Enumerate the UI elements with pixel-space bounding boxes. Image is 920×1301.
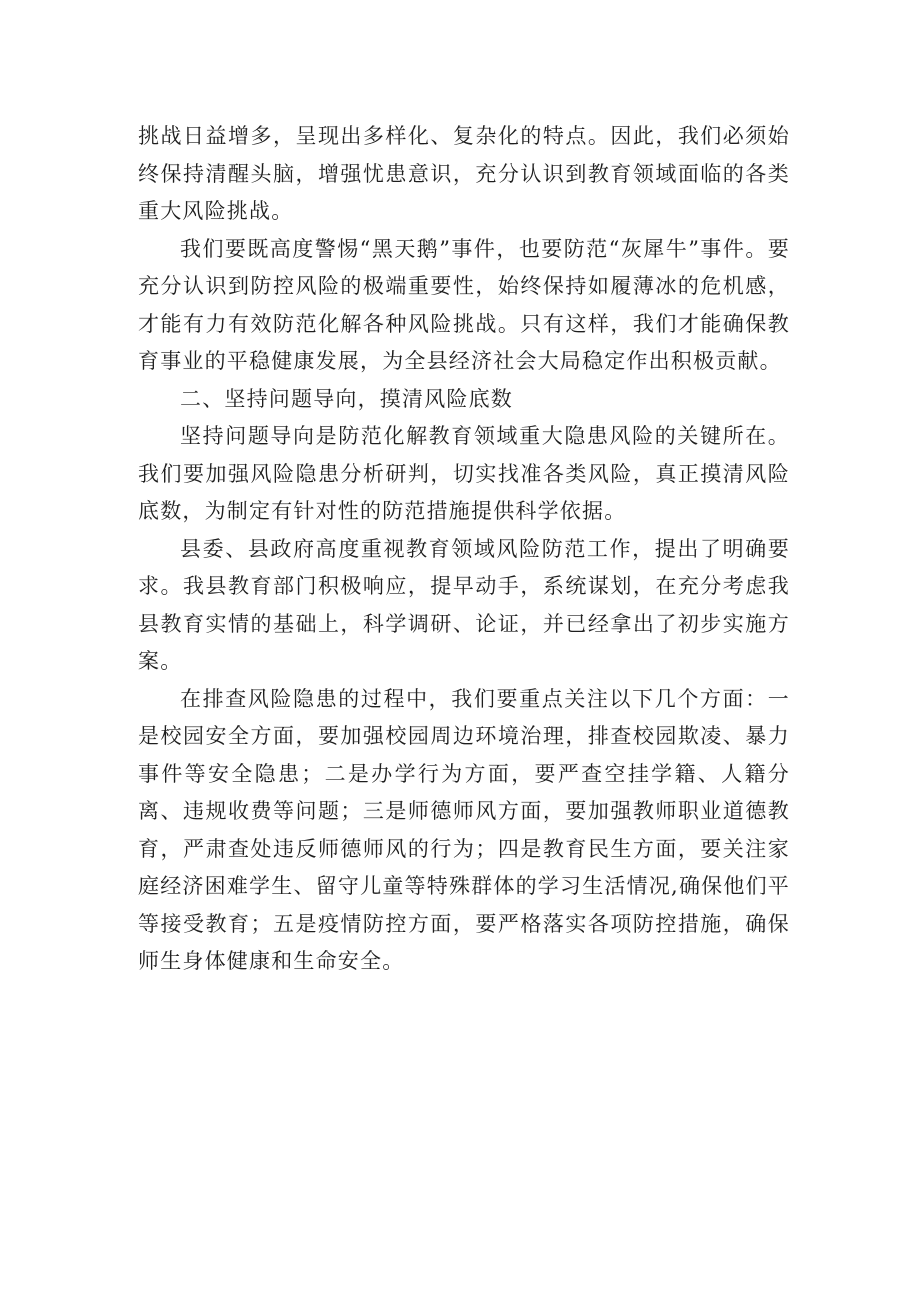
paragraph: 我们要既高度警惕“黑天鹅”事件，也要防范“灰犀牛”事件。要充分认识到防控风险的极端重要性，始终保持如履薄冰的危机感，才能有力有效防范化解各种风险挑战。只有这样，我们才能确保教育事业的平稳健康发展，为全县经济社会大局稳定作出积极贡献。 (138, 236, 790, 373)
paragraph: 坚持问题导向是防范化解教育领域重大隐患风险的关键所在。我们要加强风险隐患分析研判，切实找准各类风险，真正摸清风险底数，为制定有针对性的防范措施提供科学依据。 (138, 424, 790, 523)
document-body (138, 118, 790, 981)
paragraph: 在排查风险隐患的过程中，我们要重点关注以下几个方面：一是校园安全方面，要加强校园周边环境治理，排查校园欺凌、暴力事件等安全隐患；二是办学行为方面，要严查空挂学籍、人籍分离、违规收费等问题；三是师德师风方面，要加强教师职业道德教育，严肃查处违反师德师风的行为；四是教育民生方面，要关注家庭经济困难学生、留守儿童等特殊群体的学习生活情况,确保他们平等接受教育；五是疫情防控方面，要严格落实各项防控措施，确保师生身体健康和生命安全。 (138, 686, 790, 973)
section-heading: 二、坚持问题导向，摸清风险底数 (180, 386, 513, 411)
paragraph: 县委、县政府高度重视教育领域风险防范工作，提出了明确要求。我县教育部门积极响应，提早动手，系统谋划，在充分考虑我县教育实情的基础上，科学调研、论证，并已经拿出了初步实施方案。 (138, 536, 790, 673)
paragraph-continued: 挑战日益增多，呈现出多样化、复杂化的特点。因此，我们必须始终保持清醒头脑，增强忧患意识，充分认识到教育领域面临的各类重大风险挑战。 (138, 124, 790, 223)
